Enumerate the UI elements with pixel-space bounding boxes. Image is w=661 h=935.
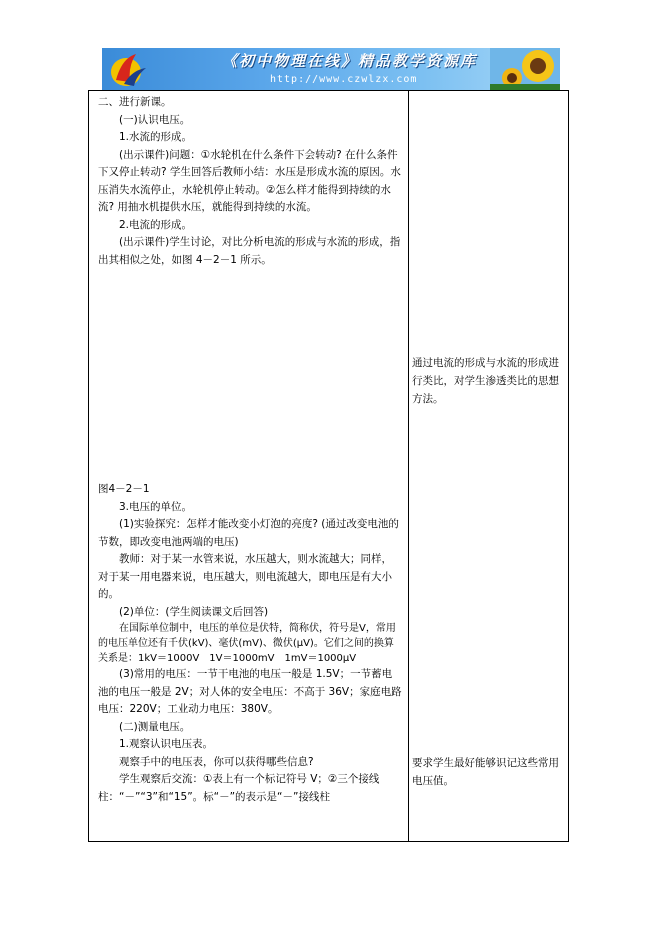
item-heading: 1.水流的形成。 — [119, 131, 193, 143]
subsection-heading: (二)测量电压。 — [119, 720, 191, 733]
figure-placeholder — [98, 269, 402, 481]
paragraph: 学生观察后交流：①表上有一个标记符号 V；②三个接线柱：“－”“3”和“15”。标“－”的表示是“－”接线柱 — [98, 773, 380, 803]
paragraph: (出示课件)学生讨论，对比分析电流的形成与水流的形成，指出其相似之处，如图 4－2－1 所示。 — [98, 236, 401, 266]
site-logo-icon — [106, 50, 152, 88]
subsection-heading: (一)认识电压。 — [119, 113, 191, 126]
paragraph: (出示课件)问题：①水轮机在什么条件下会转动? 在什么条件下又停止转动? 学生回答后教师小结：水压是形成水流的原因。水压消失水流停止，水轮机停止转动。②怎么样才能得到持续的水流? 用抽水机提供水压，就能得到持续的水流。 — [98, 148, 401, 213]
banner-url[interactable]: http://www.czwlzx.com — [270, 74, 418, 85]
paragraph: 在国际单位制中，电压的单位是伏特，简称伏，符号是V，常用的电压单位还有千伏(kV)、毫伏(mV)、微伏(μV)。它们之间的换算关系是：1kV＝1000V 1V＝1000mV 1mV＝1000μV — [98, 623, 396, 664]
column-divider — [408, 90, 409, 842]
item-heading: 3.电压的单位。 — [119, 500, 193, 513]
lesson-content — [98, 94, 402, 806]
side-note-analogy — [412, 354, 566, 408]
side-note-text: 通过电流的形成与水流的形成进行类比，对学生渗透类比的思想方法。 — [412, 357, 559, 405]
sunflower-icon — [490, 48, 560, 90]
side-note-voltage — [412, 754, 566, 790]
paragraph: (2)单位：(学生阅读课文后回答) — [119, 605, 269, 618]
section-heading: 二、进行新课。 — [98, 96, 172, 108]
banner-title: 《初中物理在线》精品教学资源库 — [222, 52, 478, 70]
paragraph: (1)实验探究：怎样才能改变小灯泡的亮度? (通过改变电池的节数，即改变电池两端的电压) — [98, 518, 399, 548]
paragraph: 观察手中的电压表，你可以获得哪些信息? — [119, 755, 314, 768]
paragraph: 教师：对于某一水管来说，水压越大，则水流越大；同样，对于某一用电器来说，电压越大，则电流越大，即电压是有大小的。 — [98, 553, 392, 600]
item-heading: 1.观察认识电压表。 — [119, 738, 214, 750]
header-banner — [102, 48, 560, 90]
side-note-text: 要求学生最好能够识记这些常用电压值。 — [412, 757, 559, 787]
paragraph: (3)常用的电压：一节干电池的电压一般是 1.5V；一节蓄电池的电压一般是 2V；对人体的安全电压：不高于 36V；家庭电路电压：220V；工业动力电压：380V。 — [98, 668, 402, 715]
figure-caption: 图4－2－1 — [98, 483, 150, 495]
item-heading: 2.电流的形成。 — [119, 218, 193, 231]
